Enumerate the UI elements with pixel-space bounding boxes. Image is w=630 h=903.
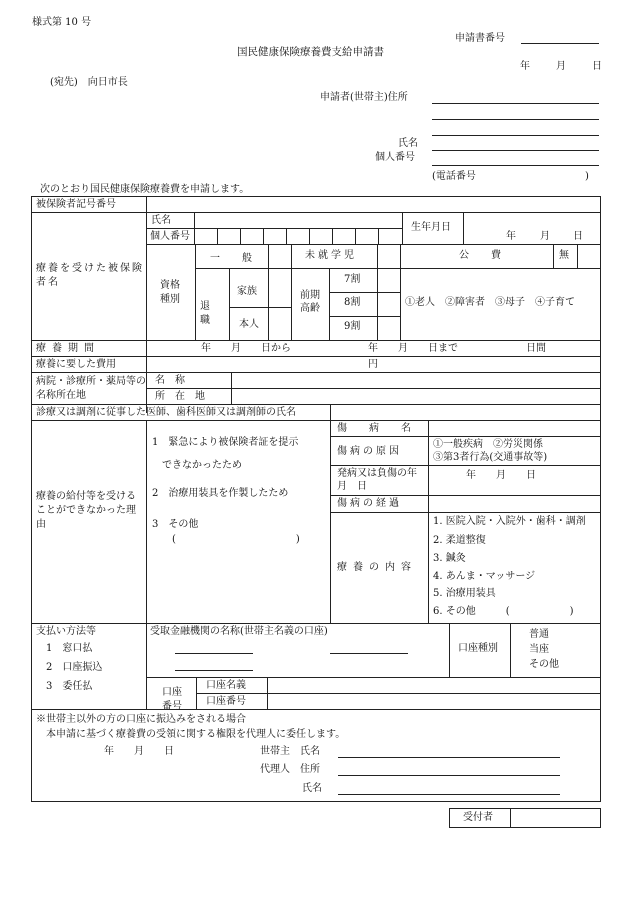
period-label: 療養期間 xyxy=(36,343,100,354)
personal-number-label: 個人番号 xyxy=(375,152,415,163)
reason-2: 2 治療用装具を作製したため xyxy=(152,488,289,499)
hospital-name-label: 名 称 xyxy=(155,375,185,386)
treatment-item: 5. 治療用装具 xyxy=(433,588,496,599)
account-number-sub-label: 口座番号 xyxy=(206,696,246,707)
birth-day: 日 xyxy=(573,231,583,242)
birth-date-label: 生年月日 xyxy=(411,222,451,233)
qualification-label: 資格種別 xyxy=(160,280,180,305)
bank-name-label: 受取金融機関の名称(世帯主名義の口座) xyxy=(150,626,328,637)
householder-name-label: 世帯主 氏名 xyxy=(260,746,320,757)
payment-label: 支払い方法等 xyxy=(36,626,96,637)
retired-label: 退職 xyxy=(200,301,210,326)
period-to: 年 月 日まで xyxy=(368,343,458,354)
insured-personal-no-label: 個人番号 xyxy=(150,231,190,242)
public-expense-label: 公 費 xyxy=(459,250,507,261)
account-holder-label: 口座名義 xyxy=(206,680,246,691)
reason-1b: できなかったため xyxy=(162,460,242,471)
card-number-label: 被保険者記号番号 xyxy=(36,199,116,210)
hospital-label: 病院・診療所・薬局等の名称所在地 xyxy=(36,376,146,401)
general-label: 一 般 xyxy=(210,253,258,264)
rate-9-label: 9割 xyxy=(344,321,361,332)
period-days: 日間 xyxy=(526,343,546,354)
treatment-item: 2. 柔道整復 xyxy=(433,535,486,546)
birth-month: 月 xyxy=(540,231,550,242)
cause-values-2: ③第3者行為(交通事故等) xyxy=(433,452,548,463)
family-label: 家族 xyxy=(237,286,257,297)
intro-text: 次のとおり国民健康保険療養費を申請します。 xyxy=(40,184,250,195)
reason-3-other: ( ) xyxy=(172,534,300,545)
payment-method-3: 3 委任払 xyxy=(46,681,93,692)
insured-section-label: 療養を受けた被保険者名 xyxy=(36,263,144,288)
bank-field-2[interactable] xyxy=(330,653,408,654)
phone-close: ) xyxy=(585,171,589,182)
reason-1a: 1 緊急により被保険者証を提示 xyxy=(152,437,299,448)
payment-method-1: 1 窓口払 xyxy=(46,643,93,654)
addressee: (宛先) 向日市長 xyxy=(50,77,128,88)
rate-7-label: 7割 xyxy=(344,274,361,285)
injury-label: 傷 病 名 xyxy=(337,423,417,434)
onset-date: 年 月 日 xyxy=(466,470,536,481)
agent-name-label: 氏名 xyxy=(302,783,322,794)
bank-field-3[interactable] xyxy=(175,670,253,671)
self-label: 本人 xyxy=(239,319,259,330)
elderly-label: 前期高齢 xyxy=(300,290,320,314)
cause-values-1: ①一般疾病 ②労災関係 xyxy=(433,439,543,450)
application-number-field[interactable] xyxy=(521,43,599,44)
payment-method-2: 2 口座振込 xyxy=(46,662,103,673)
address-field-2[interactable] xyxy=(432,119,599,120)
date-year: 年 xyxy=(520,61,530,72)
treatment-item: 4. あんま・マッサージ xyxy=(433,571,536,582)
rate-8-label: 8割 xyxy=(344,297,361,308)
applicant-address-label: 申請者(世帯主)住所 xyxy=(320,92,408,103)
cost-label: 療養に要した費用 xyxy=(36,359,116,370)
birth-year: 年 xyxy=(506,231,516,242)
receipt-label: 受付者 xyxy=(463,812,493,823)
applicant-name-field[interactable] xyxy=(432,150,599,151)
hospital-address-label: 所 在 地 xyxy=(155,391,205,402)
treatment-item: 6. その他 ( ) xyxy=(433,606,574,617)
application-number-label: 申請書番号 xyxy=(455,33,505,44)
agent-name-field[interactable] xyxy=(338,794,560,795)
bank-field-1[interactable] xyxy=(175,653,253,654)
cause-label: 傷病の原因 xyxy=(337,446,402,457)
delegation-date: 年 月 日 xyxy=(104,746,174,757)
personal-number-field[interactable] xyxy=(432,165,599,166)
account-number-label: 口座番号 xyxy=(162,687,182,712)
none-label: 無 xyxy=(559,250,569,261)
delegation-note: ※世帯主以外の方の口座に振込みをされる場合 xyxy=(36,714,246,725)
agent-address-label: 代理人 住所 xyxy=(260,764,320,775)
reason-label: 療養の給付等を受けることができなかった理由 xyxy=(36,491,136,530)
cost-yen: 円 xyxy=(368,359,378,370)
preschool-label: 未就学児 xyxy=(305,250,357,261)
insured-name-label: 氏名 xyxy=(151,215,171,226)
date-month: 月 xyxy=(556,61,566,72)
account-type-label: 口座種別 xyxy=(458,643,498,654)
treatment-item: 3. 鍼灸 xyxy=(433,553,466,564)
treatment-content-label: 療養の内容 xyxy=(337,562,417,573)
delegation-text: 本申請に基づく療養費の受領に関する権限を代理人に委任します。 xyxy=(46,729,346,740)
treatment-item: 1. 医院入院・入院外・歯科・調剤 xyxy=(433,516,586,527)
account-type-ordinary: 普通 xyxy=(529,629,549,640)
doctor-label: 診療又は調剤に従事した医師、歯科医師又は調剤師の氏名 xyxy=(36,407,296,418)
period-from: 年 月 日から xyxy=(201,343,291,354)
householder-name-field[interactable] xyxy=(338,757,560,758)
public-types: ①老人 ②障害者 ③母子 ④子育て xyxy=(405,297,575,308)
form-title: 国民健康保険療養費支給申請書 xyxy=(237,46,384,58)
form-number: 様式第 10 号 xyxy=(32,17,92,28)
account-type-other: その他 xyxy=(529,659,559,670)
date-day: 日 xyxy=(592,61,602,72)
address-field-1[interactable] xyxy=(432,103,599,104)
account-type-current: 当座 xyxy=(529,644,549,655)
reason-3: 3 その他 xyxy=(152,519,199,530)
phone-label: (電話番号 xyxy=(432,171,476,182)
applicant-name-label: 氏名 xyxy=(398,138,418,149)
agent-address-field[interactable] xyxy=(338,775,560,776)
address-field-3[interactable] xyxy=(432,135,599,136)
course-label: 傷病の経過 xyxy=(337,498,402,509)
onset-label: 発病又は負傷の年 月 日 xyxy=(337,468,427,492)
